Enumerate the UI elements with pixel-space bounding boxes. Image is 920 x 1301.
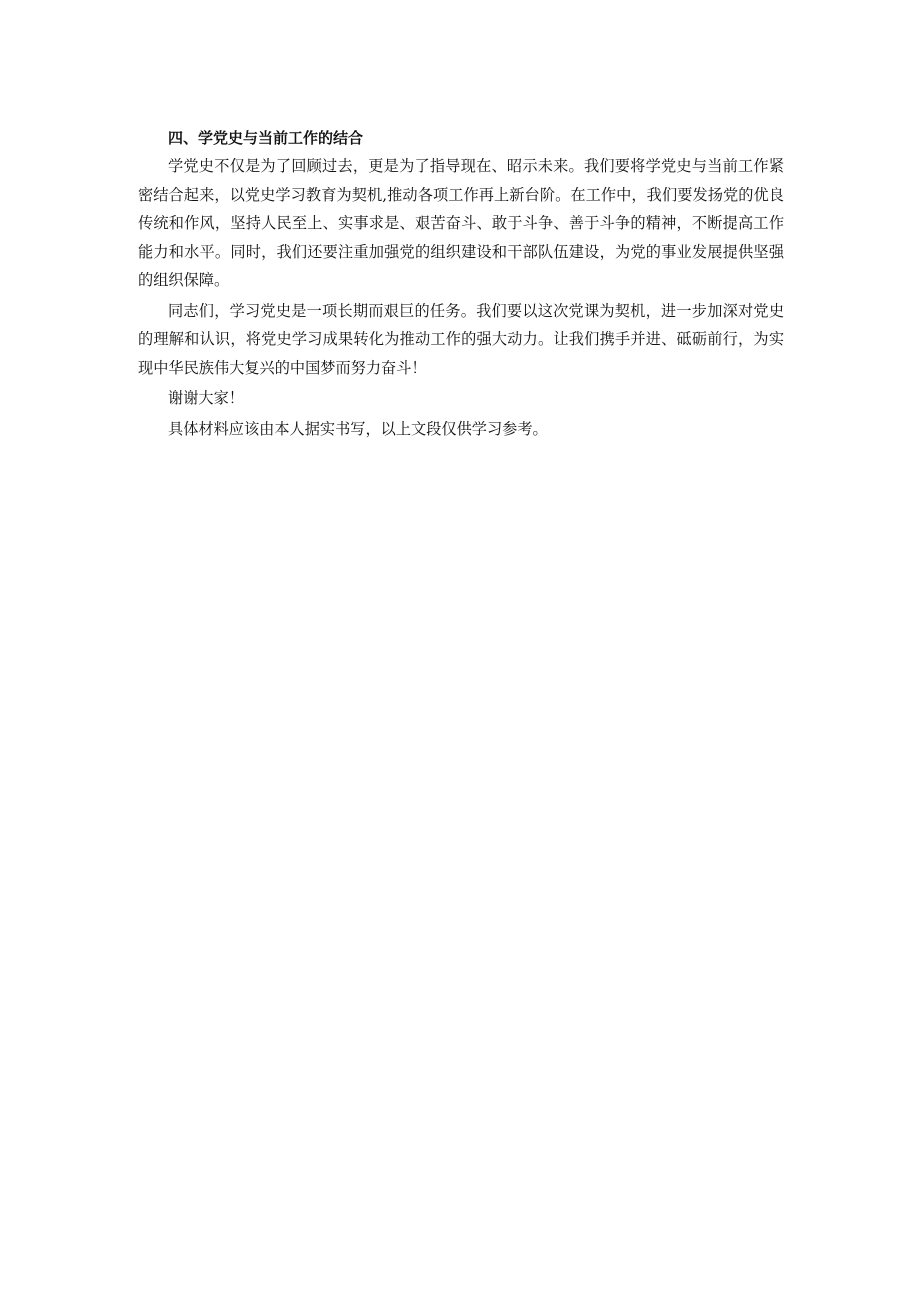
paragraph-thanks: 谢谢大家！ (168, 389, 244, 407)
section-heading: 四、学党史与当前工作的结合 (168, 129, 364, 147)
document-body (138, 124, 784, 443)
paragraph-work-integration: 学党史不仅是为了回顾过去，更是为了指导现在、昭示未来。我们要将学党史与当前工作紧密结合起来，以党史学习教育为契机,推动各项工作再上新台阶。在工作中，我们要发扬党的优良传统和作风，坚持人民至上、实事求是、艰苦奋斗、敢于斗争、善于斗争的精神，不断提高工作能力和水平。同时，我们还要注重加强党的组织建设和干部队伍建设，为党的事业发展提供坚强的组织保障。 (138, 157, 784, 289)
paragraph-disclaimer: 具体材料应该由本人据实书写，以上文段仅供学习参考。 (168, 419, 548, 438)
paragraph-closing-call: 同志们，学习党史是一项长期而艰巨的任务。我们要以这次党课为契机，进一步加深对党史的理解和认识，将党史学习成果转化为推动工作的强大动力。让我们携手并进、砥砺前行，为实现中华民族伟大复兴的中国梦而努力奋斗！ (138, 301, 784, 377)
